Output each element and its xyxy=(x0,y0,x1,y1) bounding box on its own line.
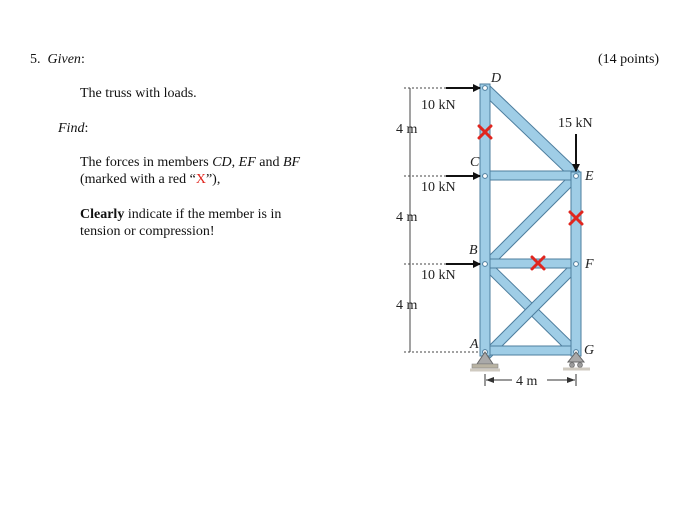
problem-number: 5. xyxy=(30,52,41,67)
member-de xyxy=(481,85,580,179)
member-cd: CD xyxy=(212,155,232,170)
dim-label-3: 4 m xyxy=(396,298,418,313)
member-ag-horizontal xyxy=(484,346,576,355)
member-be-diag xyxy=(483,172,580,268)
find-label: Find xyxy=(58,121,85,136)
clearly-text: indicate if the member is in xyxy=(124,207,282,222)
pin-f xyxy=(574,262,579,267)
find-text: (marked with a red “ xyxy=(80,172,196,187)
points-label: (14 points) xyxy=(598,52,660,67)
node-f: F xyxy=(585,257,594,272)
red-marks xyxy=(479,126,582,269)
load-label-b: 10 kN xyxy=(421,268,456,283)
find-text: The forces in members xyxy=(80,155,213,170)
member-bf xyxy=(484,259,576,268)
member-bf: BF xyxy=(282,155,301,170)
node-c: C xyxy=(470,155,480,170)
node-b: B xyxy=(469,243,478,258)
load-label-c: 10 kN xyxy=(421,180,456,195)
given-label: Given xyxy=(47,52,81,67)
find-sep: , xyxy=(231,155,239,170)
pin-b xyxy=(483,262,488,267)
pin-e xyxy=(574,174,579,179)
given-text: The truss with loads. xyxy=(80,86,197,101)
clearly-bold: Clearly xyxy=(80,207,125,222)
given-colon: : xyxy=(80,52,85,67)
node-g: G xyxy=(584,343,595,358)
member-ce-horizontal xyxy=(484,171,576,180)
member-ef: EF xyxy=(238,155,256,170)
dim-label-bottom: 4 m xyxy=(516,374,538,389)
node-d: D xyxy=(491,71,502,86)
find-colon: : xyxy=(84,121,89,136)
node-e: E xyxy=(585,169,594,184)
member-left-vertical xyxy=(480,84,490,356)
dim-label-2: 4 m xyxy=(396,210,418,225)
dim-label-1: 4 m xyxy=(396,122,418,137)
find-text: ”), xyxy=(205,172,221,187)
node-a: A xyxy=(470,337,479,352)
red-x-text: X xyxy=(195,172,206,187)
load-label-d: 10 kN xyxy=(421,98,456,113)
pin-c xyxy=(483,174,488,179)
find-sep: and xyxy=(255,155,283,170)
clearly-line-2: tension or compression! xyxy=(80,224,215,239)
pin-d xyxy=(483,86,488,91)
load-label-e: 15 kN xyxy=(558,116,593,131)
